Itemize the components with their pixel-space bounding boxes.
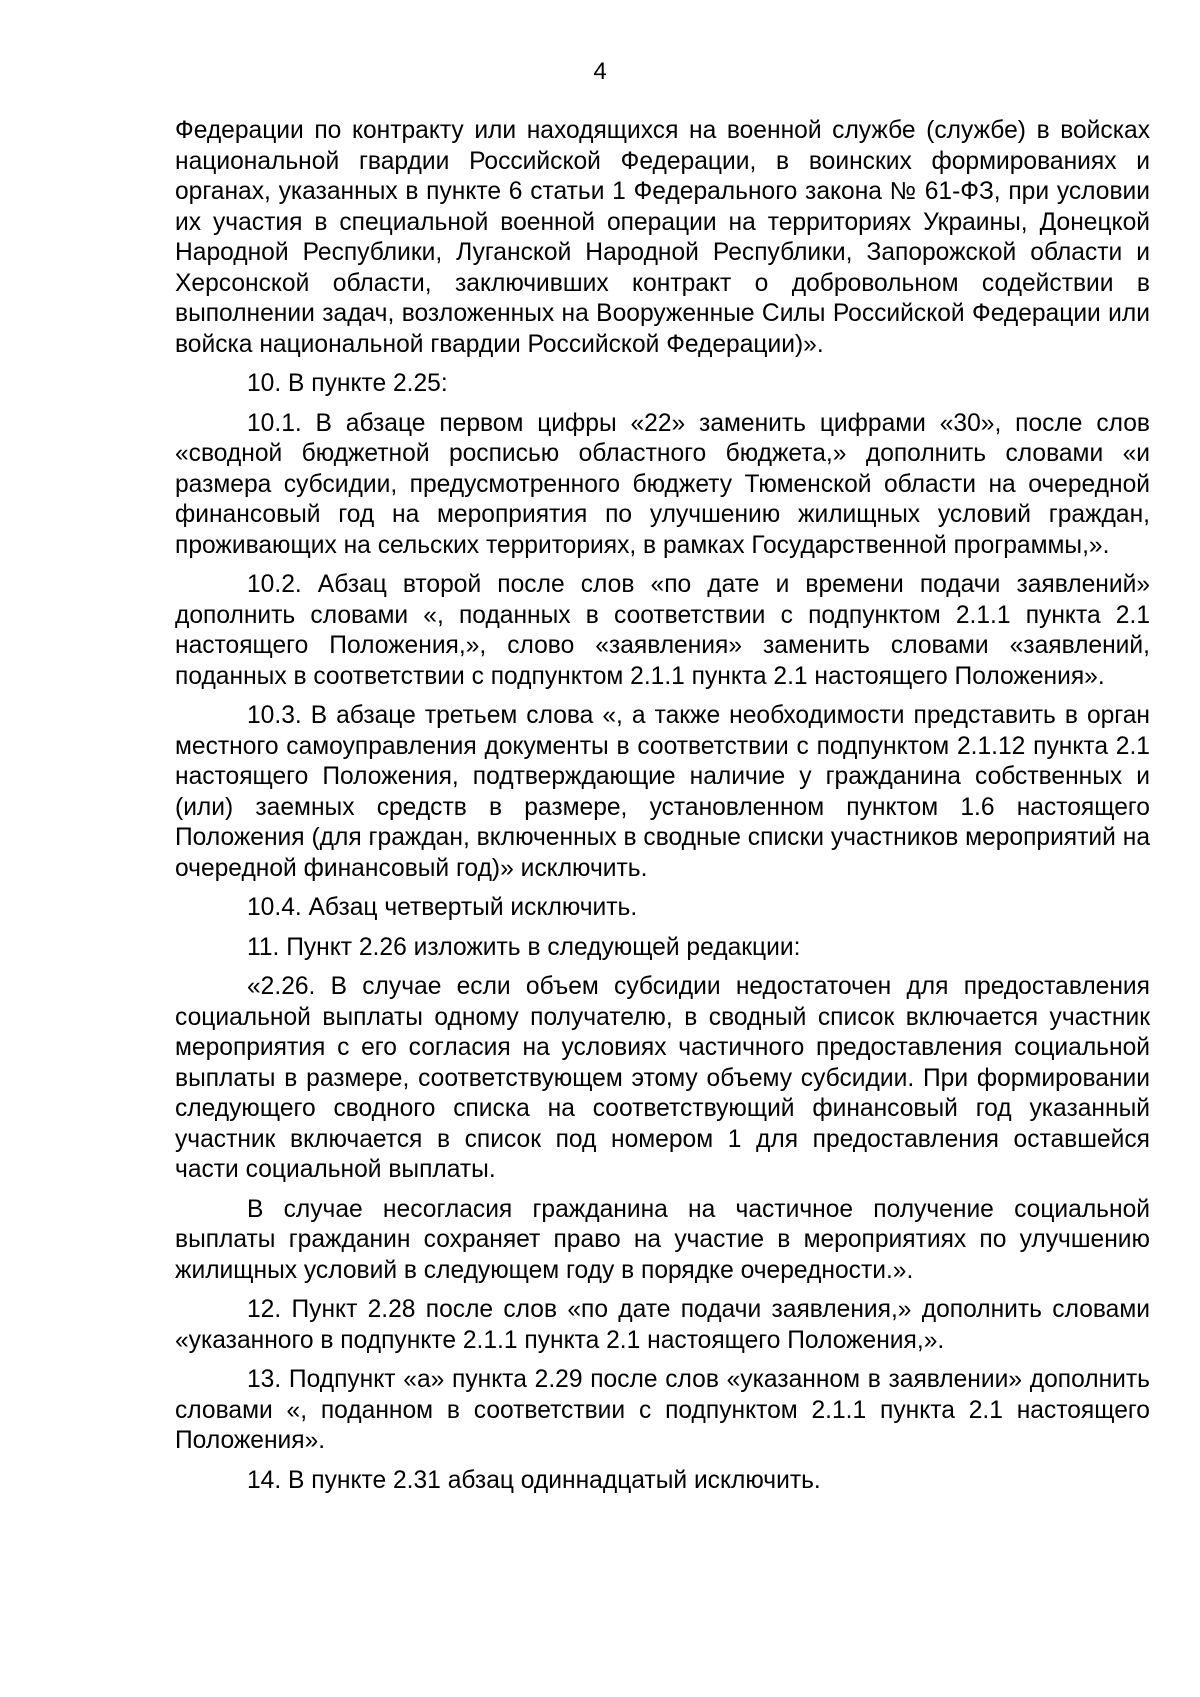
paragraph-item-11: 11. Пункт 2.26 изложить в следующей редакции: <box>247 933 801 961</box>
document-body <box>175 116 1150 1496</box>
paragraph-item-12: 12. Пункт 2.28 после слов «по дате подачи заявления,» дополнить словами «указанного в подпункте 2.1.1 пункта 2.1 настоящего Положения,». <box>175 1296 1150 1354</box>
page-number: 4 <box>593 58 607 85</box>
paragraph-quote-2-26-cont: В случае несогласия гражданина на частичное получение социальной выплаты гражданин сохраняет право на участие в мероприятиях по улучшению жилищных условий в следующем году в порядке очередности.». <box>175 1195 1150 1284</box>
paragraph-item-10-4: 10.4. Абзац четвертый исключить. <box>247 894 638 921</box>
paragraph-item-10-1: 10.1. В абзаце первом цифры «22» заменить цифрами «30», после слов «сводной бюджетной росписью областного бюджета,» дополнить словами «и размера субсидии, предусмотренного бюджету Тюменской области на очередной финансовый год на мероприятия по улучшению жилищных условий граждан, проживающих на сельских территориях, в рамках Государственной программы,». <box>175 409 1150 559</box>
paragraph-item-10-2: 10.2. Абзац второй после слов «по дате и времени подачи заявлений» дополнить словами «, поданных в соответствии с подпунктом 2.1.1 пункта 2.1 настоящего Положения,», слово «заявления» заменить словами «заявлений, поданных в соответствии с подпунктом 2.1.1 пункта 2.1 настоящего Положения». <box>175 571 1150 690</box>
paragraph-item-10: 10. В пункте 2.25: <box>247 370 448 397</box>
paragraph-item-14: 14. В пункте 2.31 абзац одиннадцатый исключить. <box>247 1466 821 1494</box>
paragraph-item-10-3: 10.3. В абзаце третьем слова «, а также необходимости представить в орган местного самоуправления документы в соответствии с подпунктом 2.1.12 пункта 2.1 настоящего Положения, подтверждающие наличие у гражданина собственных и (или) заемных средств в размере, установленном пунктом 1.6 настоящего Положения (для граждан, включенных в сводные списки участников мероприятий на очередной финансовый год)» исключить. <box>175 702 1150 882</box>
paragraph-continuation: Федерации по контракту или находящихся на военной службе (службе) в войсках национальной гвардии Российской Федерации, в воинских формированиях и органах, указанных в пункте 6 статьи 1 Федерального закона № 61-ФЗ, при условии их участия в специальной военной операции на территориях Украины, Донецкой Народной Республики, Луганской Народной Республики, Запорожской области и Херсонской области, заключивших контракт о добровольном содействии в выполнении задач, возложенных на Вооруженные Силы Российской Федерации или войска национальной гвардии Российской Федерации)». <box>175 117 1150 358</box>
paragraph-quote-2-26: «2.26. В случае если объем субсидии недостаточен для предоставления социальной выплаты одному получателю, в сводный список включается участник мероприятия с его согласия на условиях частичного предоставления социальной выплаты в размере, соответствующем этому объему субсидии. При формировании следующего сводного списка на соответствующий финансовый год указанный участник включается в список под номером 1 для предоставления оставшейся части социальной выплаты. <box>175 973 1150 1183</box>
paragraph-item-13: 13. Подпункт «а» пункта 2.29 после слов «указанном в заявлении» дополнить словами «, поданном в соответствии с подпунктом 2.1.1 пункта 2.1 настоящего Положения». <box>175 1366 1150 1454</box>
